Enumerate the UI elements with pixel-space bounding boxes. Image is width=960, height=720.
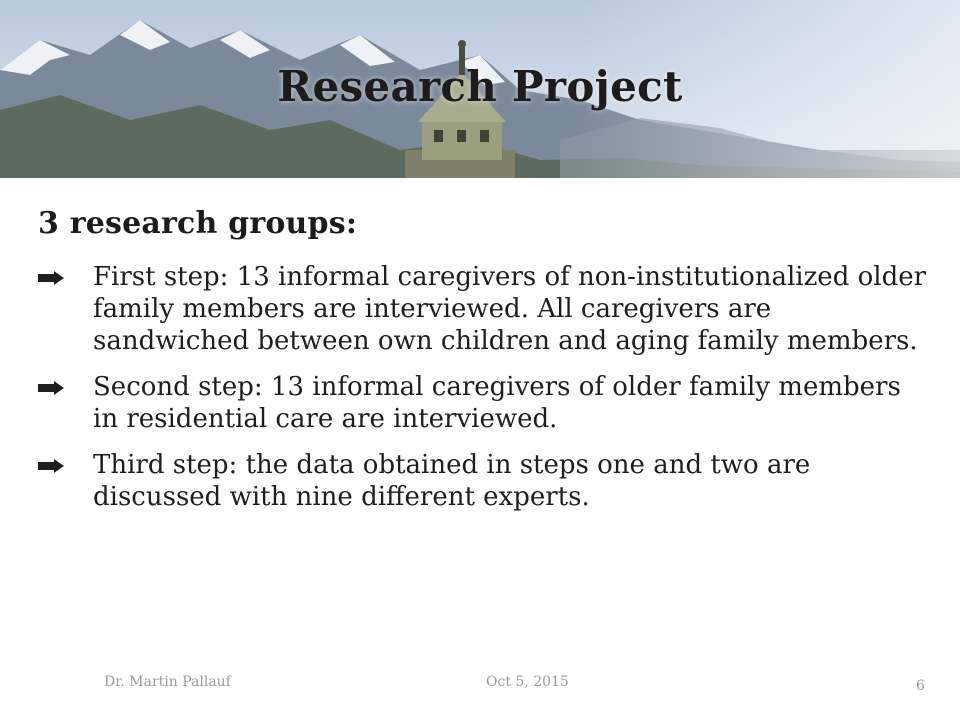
bullet-item [38, 449, 928, 513]
arrow-right-icon [38, 381, 64, 395]
slide-title: Research Project [277, 62, 683, 111]
bullet-text: First step: 13 informal caregivers of non-institutionalized older family members are interviewed. All caregivers are sandwiched between own children and aging family members. [93, 262, 927, 356]
arrow-right-icon [38, 459, 64, 473]
bullet-item [38, 371, 928, 435]
footer-date: Oct 5, 2015 [486, 674, 569, 690]
page-number: 6 [916, 678, 925, 694]
bullet-list [38, 261, 928, 513]
bullet-item [38, 261, 928, 357]
bullet-text: Third step: the data obtained in steps one and two are discussed with nine different experts. [93, 450, 811, 512]
footer-author: Dr. Martin Pallauf [104, 674, 231, 690]
arrow-right-icon [38, 271, 64, 285]
section-heading: 3 research groups: [38, 206, 358, 241]
bullet-text: Second step: 13 informal caregivers of older family members in residential care are interviewed. [93, 372, 901, 434]
slide-body [38, 206, 928, 527]
